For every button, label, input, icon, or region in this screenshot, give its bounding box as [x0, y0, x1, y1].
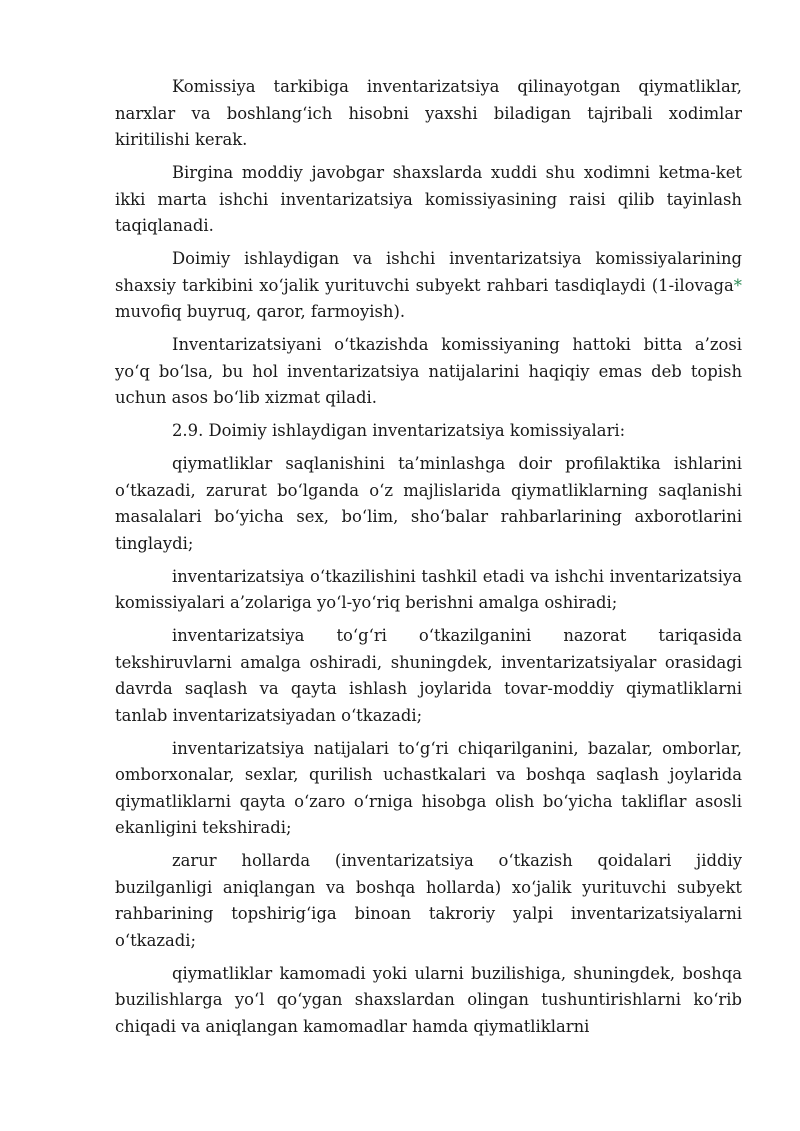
- list-item-control-checks: inventarizatsiya to‘g‘ri o‘tkazilganini nazorat tariqasida tekshiruvlarni amalga oshiradi, shuningdek, inventarizatsiyalar orasidagi davrda saqlash va qayta ishlash joylarida tovar-moddiy qiymatliklarni tanlab inventarizatsiyadan o‘tkazadi;: [115, 626, 742, 725]
- paragraph-commission-approval-text-end: muvofiq buyruq, qaror, farmoyish).: [115, 302, 406, 321]
- paragraph-chairman-restriction: Birgina moddiy javobgar shaxslarda xuddi shu xodimni ketma-ket ikki marta ishchi inventarizatsiya komissiyasining raisi qilib tayinlash taqiqlanadi.: [115, 163, 742, 235]
- list-item-repeat-inventory: zarur hollarda (inventarizatsiya o‘tkazish qoidalari jiddiy buzilganligi aniqlangan va boshqa hollarda) xo‘jalik yurituvchi subyekt rahbarining topshirig‘iga binoan takroriy yalpi inventarizatsiyalarni o‘tkazadi;: [115, 851, 742, 950]
- list-item-preventive-work: qiymatliklar saqlanishini ta’minlashga doir profilaktika ishlarini o‘tkazadi, zarurat bo‘lganda o‘z majlislarida qiymatliklarning saqlanishi masalalari bo‘yicha sex, bo‘lim, sho‘balar rahbarlarining axborotlarini tinglaydi;: [115, 454, 742, 553]
- list-item-verify-results: inventarizatsiya natijalari to‘g‘ri chiqarilganini, bazalar, omborlar, omborxonalar, sexlar, qurilish uchastkalari va boshqa saqlash joylarida qiymatliklarni qayta o‘zaro o‘rniga hisobga olish bo‘yicha takliflar asosli ekanligini tekshiradi;: [115, 738, 742, 837]
- paragraph-commission-approval: [115, 246, 742, 326]
- paragraph-commission-approval-text: Doimiy ishlaydigan va ishchi inventarizatsiya komissiyalarining shaxsiy tarkibini xo‘jalik yurituvchi subyekt rahbari tasdiqlaydi (1-ilovaga: [115, 249, 742, 295]
- list-item-organize-inventory: inventarizatsiya o‘tkazilishini tashkil etadi va ishchi inventarizatsiya komissiyalari a’zolariga yo‘l-yo‘riq berishni amalga oshiradi;: [115, 566, 742, 612]
- list-item-review-explanations: qiymatliklar kamomadi yoki ularni buzilishiga, shuningdek, boshqa buzilishlarga yo‘l qo‘ygan shaxslardan olingan tushuntirishlarni ko‘rib chiqadi va aniqlangan kamomadlar hamda qiymatliklarni: [115, 963, 742, 1036]
- paragraph-member-absence: Inventarizatsiyani o‘tkazishda komissiyaning hattoki bitta a’zosi yo‘q bo‘lsa, bu hol inventarizatsiya natijalarini haqiqiy emas deb topish uchun asos bo‘lib xizmat qiladi.: [115, 335, 742, 407]
- footnote-marker[interactable]: *: [733, 275, 742, 295]
- document-page: [115, 74, 742, 1047]
- section-heading-2-9: 2.9. Doimiy ishlaydigan inventarizatsiya komissiyalari:: [172, 421, 626, 440]
- paragraph-commission-composition: Komissiya tarkibiga inventarizatsiya qilinayotgan qiymatliklar, narxlar va boshlang‘ich hisobni yaxshi biladigan tajribali xodimlar kiritilishi kerak.: [115, 77, 742, 149]
